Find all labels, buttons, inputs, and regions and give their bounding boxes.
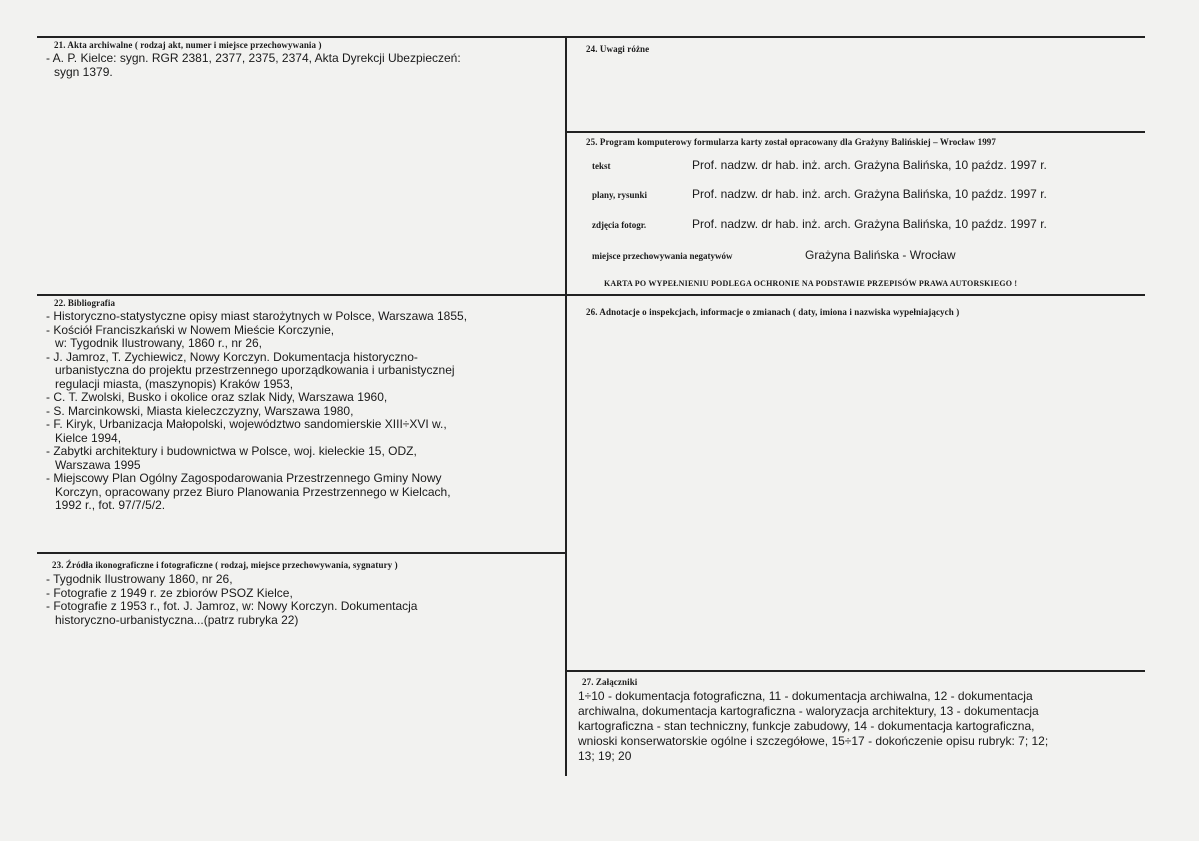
section-24-heading: 24. Uwagi różne	[586, 44, 650, 54]
s21-line-2: sygn 1379.	[54, 64, 113, 79]
iconography-item: - Tygodnik Ilustrowany 1860, nr 26,	[46, 572, 233, 586]
credit-value: Prof. nadzw. dr hab. inż. arch. Grażyna Balińska, 10 paźdz. 1997 r.	[692, 187, 1047, 201]
attachment-line: 13; 19; 20	[578, 749, 632, 763]
iconography-item: historyczno-urbanistyczna...(patrz rubryka 22)	[55, 612, 299, 627]
section-25	[580, 137, 1140, 292]
section-21	[46, 40, 461, 79]
rule-23-top	[37, 552, 565, 554]
bibliography-item: Korczyn, opracowany przez Biuro Planowania Przestrzennego w Kielcach,	[55, 484, 451, 499]
bibliography-item: 1992 r., fot. 97/7/5/2.	[55, 498, 166, 512]
attachment-line: kartograficzna - stan techniczny, funkcje zabudowy, 14 - dokumentacja kartograficzna,	[578, 719, 1035, 733]
bibliography-item: - F. Kiryk, Urbanizacja Małopolski, województwo sandomierskie XIII÷XVI w.,	[46, 417, 447, 431]
credit-label: zdjęcia fotogr.	[592, 220, 647, 230]
attachment-line: 1÷10 - dokumentacja fotograficzna, 11 - dokumentacja archiwalna, 12 - dokumentacja	[578, 689, 1033, 703]
section-26-heading: 26. Adnotacje o inspekcjach, informacje o zmianach ( daty, imiona i nazwiska wypełniających )	[586, 307, 960, 317]
attachment-line: wnioski konserwatorskie ogólne i szczegółowe, 15÷17 - dokończenie opisu rubryk: 7; 12;	[578, 734, 1049, 748]
credit-label: plany, rysunki	[592, 190, 648, 200]
section-23	[46, 560, 417, 627]
section-21-heading: 21. Akta archiwalne ( rodzaj akt, numer i miejsce przechowywania )	[54, 40, 322, 50]
section-26	[586, 307, 959, 317]
center-divider	[565, 36, 567, 776]
credit-value: Prof. nadzw. dr hab. inż. arch. Grażyna Balińska, 10 paźdz. 1997 r.	[692, 217, 1047, 231]
top-rule	[37, 36, 1145, 38]
bibliography-item: Kielce 1994,	[55, 430, 122, 445]
bibliography-item: Warszawa 1995	[55, 457, 141, 472]
negatives-value: Grażyna Balińska - Wrocław	[805, 248, 956, 262]
section-27	[578, 677, 1048, 764]
copyright-notice: KARTA PO WYPEŁNIENIU PODLEGA OCHRONIE NA PODSTAWIE PRZEPISÓW PRAWA AUTORSKIEGO !	[604, 279, 1018, 288]
bibliography-item: - C. T. Zwolski, Busko i okolice oraz szlak Nidy, Warszawa 1960,	[46, 390, 388, 404]
attachment-line: archiwalna, dokumentacja kartograficzna - waloryzacja architektury, 13 - dokumentacja	[578, 704, 1039, 718]
rule-22-top	[37, 294, 1145, 296]
bibliography-item: w: Tygodnik Ilustrowany, 1860 r., nr 26,	[55, 336, 262, 350]
section-22	[46, 298, 467, 513]
bibliography-item: - Historyczno-statystyczne opisy miast starożytnych w Polsce, Warszawa 1855,	[46, 309, 468, 323]
section-22-heading: 22. Bibliografia	[54, 298, 116, 308]
negatives-label: miejsce przechowywania negatywów	[592, 251, 733, 261]
section-27-heading: 27. Załączniki	[582, 677, 638, 687]
credit-label: tekst	[592, 161, 611, 171]
bibliography-item: - Miejscowy Plan Ogólny Zagospodarowania Przestrzennego Gminy Nowy	[46, 471, 442, 485]
section-23-heading: 23. Źródła ikonograficzne i fotograficzne ( rodzaj, miejsce przechowywania, sygnatury )	[52, 560, 398, 570]
rule-25-top	[567, 131, 1145, 133]
rule-27-top	[567, 670, 1145, 672]
iconography-item: - Fotografie z 1949 r. ze zbiorów PSOZ Kielce,	[46, 585, 293, 600]
section-25-heading: 25. Program komputerowy formularza karty został opracowany dla Grażyny Balińskiej – Wrocław 1997	[586, 137, 996, 147]
bibliography-item: regulacji miasta, (maszynopis) Kraków 1953,	[55, 376, 294, 391]
s21-line-1: - A. P. Kielce: sygn. RGR 2381, 2377, 2375, 2374, Akta Dyrekcji Ubezpieczeń:	[46, 51, 461, 65]
section-24	[586, 44, 649, 54]
bibliography-item: - Kościół Franciszkański w Nowem Mieście Korczynie,	[46, 322, 335, 337]
bibliography-item: urbanistyczna do projektu przestrzennego uporządkowania i urbanistycznej	[55, 363, 455, 377]
bibliography-item: - S. Marcinkowski, Miasta kieleczczyzny, Warszawa 1980,	[46, 403, 354, 418]
credit-value: Prof. nadzw. dr hab. inż. arch. Grażyna Balińska, 10 paźdz. 1997 r.	[692, 158, 1047, 172]
bibliography-item: - Zabytki architektury i budownictwa w Polsce, woj. kieleckie 15, ODZ,	[46, 444, 417, 458]
bibliography-item: - J. Jamroz, T. Zychiewicz, Nowy Korczyn. Dokumentacja historyczno-	[46, 349, 418, 364]
iconography-item: - Fotografie z 1953 r., fot. J. Jamroz, w: Nowy Korczyn. Dokumentacja	[46, 599, 418, 613]
